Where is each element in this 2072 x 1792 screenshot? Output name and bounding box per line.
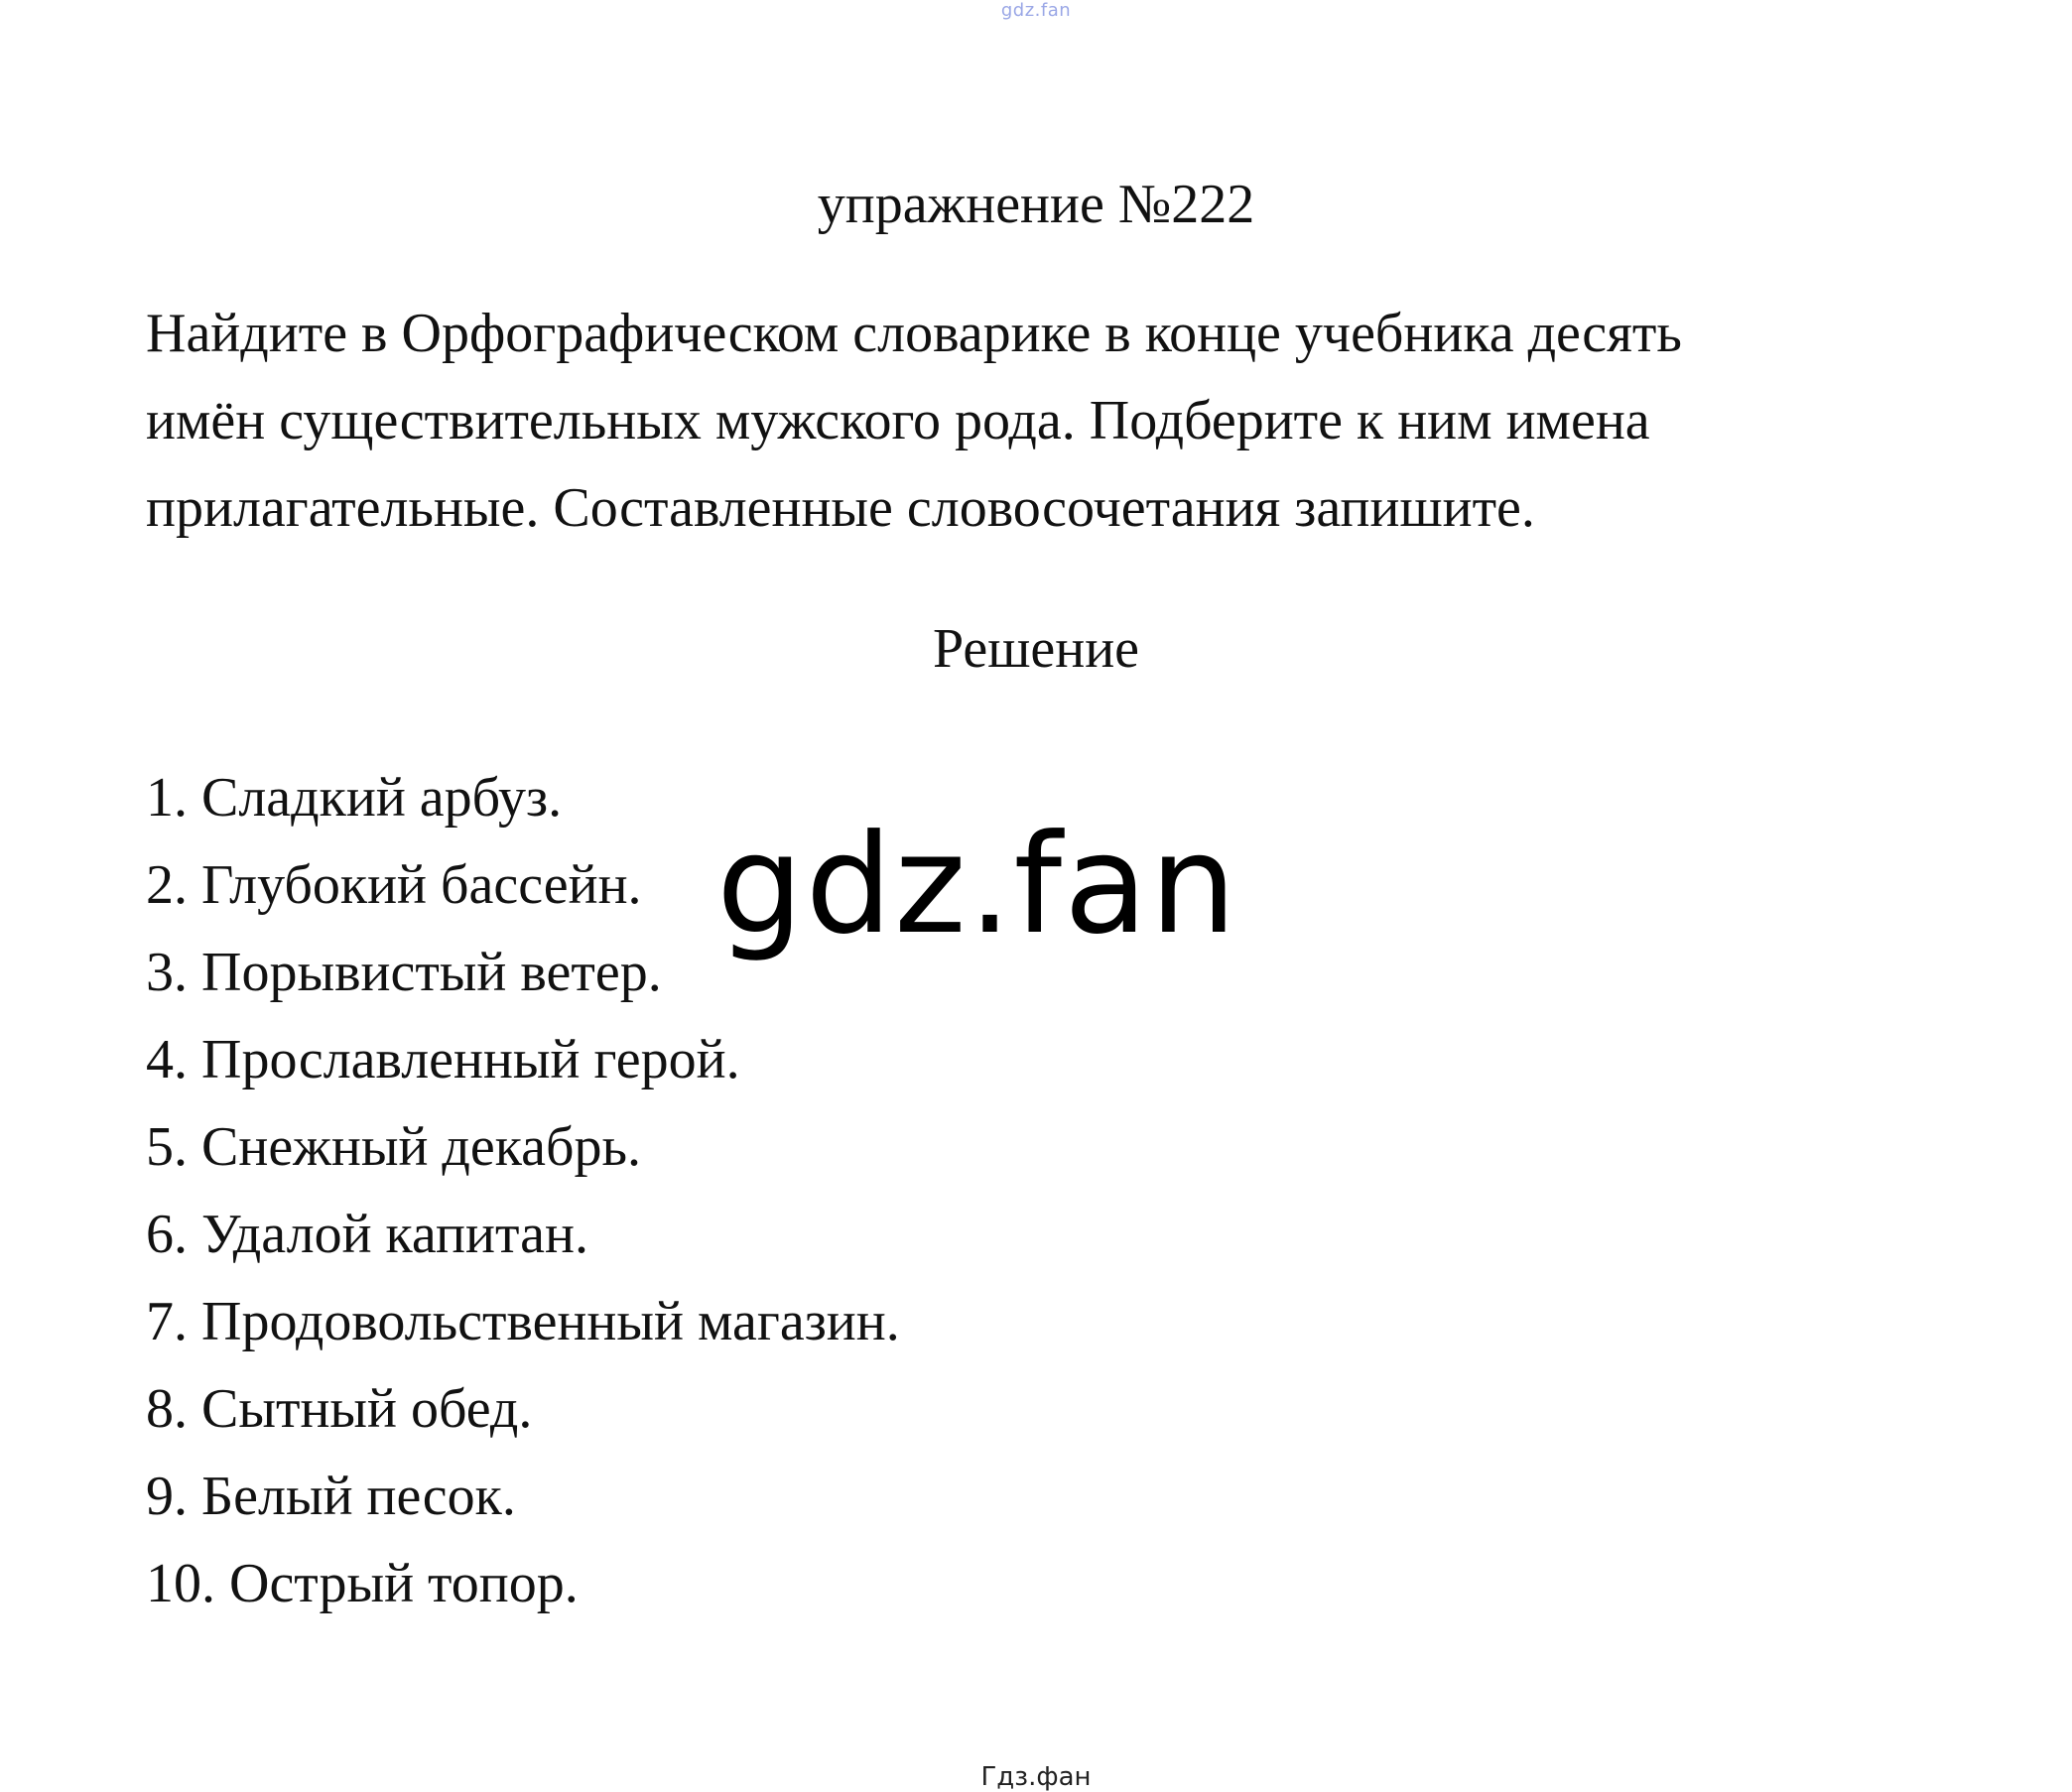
answer-item: 3. Порывистый ветер. [146, 942, 662, 1003]
answer-item: 1. Сладкий арбуз. [146, 767, 563, 829]
task-line: прилагательные. Составленные словосочетания запишите. [146, 477, 1535, 539]
answer-item: 2. Глубокий бассейн. [146, 854, 642, 916]
answer-item: 9. Белый песок. [146, 1466, 516, 1527]
task-line: имён существительных мужского рода. Подберите к ним имена [146, 390, 1650, 451]
solution-title: Решение [932, 618, 1140, 680]
center-watermark: gdz.fan [716, 805, 1239, 964]
exercise-title: упражнение №222 [817, 174, 1255, 235]
answer-item: 5. Снежный декабрь. [146, 1116, 642, 1178]
answer-item: 10. Острый топор. [146, 1553, 579, 1614]
answer-item: 7. Продовольственный магазин. [146, 1291, 900, 1352]
task-line: Найдите в Орфографическом словарике в конце учебника десять [146, 303, 1682, 364]
top-watermark: gdz.fan [1000, 0, 1072, 21]
answer-item: 8. Сытный обед. [146, 1378, 533, 1440]
task-text [146, 290, 1873, 552]
answer-item: 4. Прославленный герой. [146, 1029, 740, 1090]
footer-watermark: Гдз.фан [980, 1762, 1092, 1792]
answer-item: 6. Удалой капитан. [146, 1204, 588, 1265]
